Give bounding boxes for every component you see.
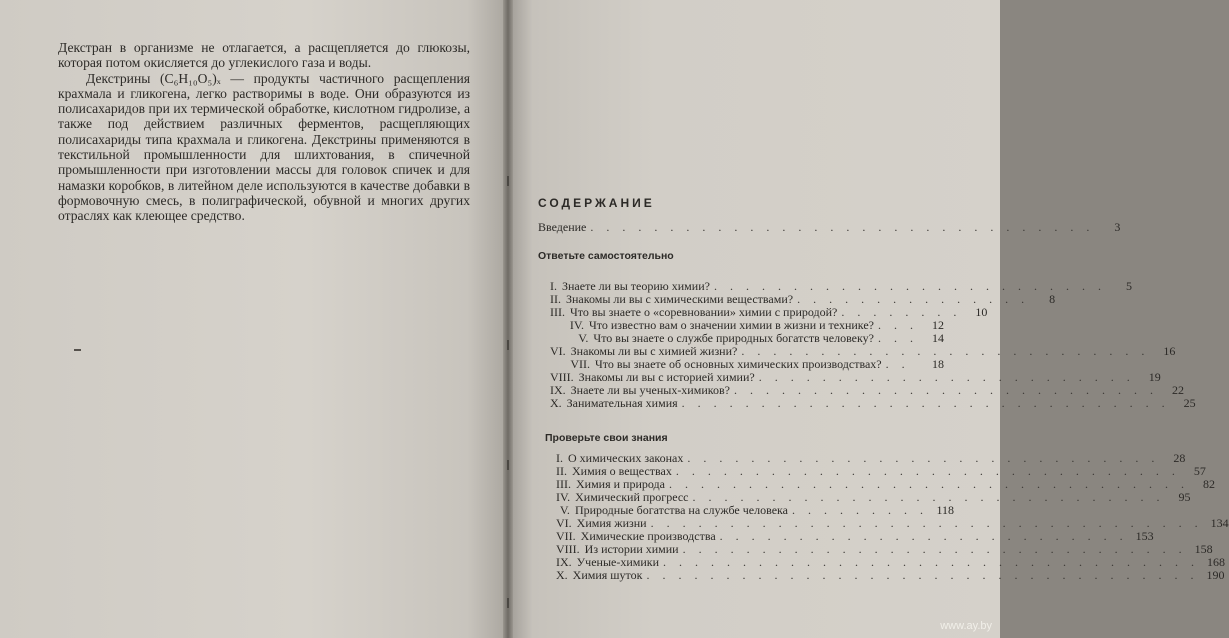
toc-item-number: IV. — [569, 318, 584, 332]
toc-item-number: V. — [578, 331, 589, 345]
toc-item-title: Знакомы ли вы с историей химии? — [578, 370, 755, 384]
toc-item-number: X. — [550, 396, 562, 410]
binding-stitch — [507, 340, 509, 350]
left-page-text — [58, 40, 470, 224]
toc-page-number: 18 — [932, 357, 944, 371]
leader-dots: . . . . . . . . . . . . . . . . . . . . . . . . . . . . . . . . . — [668, 477, 1189, 491]
leader-dots: . . . . . . . . . . . . . . . . . . . . . . . . . . . . . . . . . . . — [650, 516, 1203, 530]
toc-page-number: 16 — [1163, 344, 1176, 358]
leader-dots: . . . — [878, 318, 918, 332]
toc-item-number: II. — [550, 292, 561, 306]
toc-item-number: VII. — [556, 529, 576, 543]
toc-page-number: 57 — [1193, 464, 1206, 478]
toc-item-number: V. — [559, 503, 570, 517]
leader-dots: . . . . . . . . — [841, 305, 962, 319]
toc-item-number: III. — [556, 477, 571, 491]
toc-item-number: IV. — [556, 490, 571, 504]
toc-item-title: Что вы знаете о «соревновании» химии с природой? — [570, 305, 838, 319]
toc-item-number: I. — [550, 279, 557, 293]
leader-dots: . . . . . . . . . . . . . . . . . . . . . . . . . . . . . . . . . . — [663, 555, 1200, 569]
toc-page-number: 12 — [932, 318, 944, 332]
toc-item-title: Природные богатства на службе человека — [574, 503, 788, 517]
leader-dots: . . . . . . . . . . . . . . . . . . . . . . . . . . — [719, 529, 1128, 543]
toc-item-number: VII. — [570, 357, 590, 371]
section-heading-test-knowledge: Проверьте свои знания — [545, 432, 668, 444]
toc-item-number: IX. — [550, 383, 566, 397]
leader-dots: . . . . . . . . . . . . . . . . . . . . . . . . . . — [741, 344, 1150, 358]
leader-dots: . . . . . . . . . . . . . . . . . . . . . . . . . . . . . . . . — [590, 220, 1095, 234]
toc-page-number: 10 — [975, 305, 988, 319]
toc-item-title: Химия и природа — [576, 477, 665, 491]
toc-page-number: 28 — [1173, 451, 1186, 465]
toc-page-number: 5 — [1125, 279, 1132, 293]
section-heading-self-check: Ответьте самостоятельно — [538, 250, 674, 262]
leader-dots: . . . . . . . . . . . . . . . . . . . . . . . . . . . — [733, 383, 1158, 397]
toc-item-title: Химия о веществах — [572, 464, 672, 478]
leader-dots: . . . . . . . . . . . . . . . — [797, 292, 1030, 306]
toc-item-title: Химические производства — [580, 529, 716, 543]
toc-intro-row — [538, 220, 1121, 234]
toc-item — [550, 396, 1196, 410]
toc-page-number: 14 — [932, 331, 944, 345]
leader-dots: . . — [885, 357, 910, 371]
toc-item — [556, 568, 1225, 582]
toc-page-number: 118 — [936, 503, 954, 517]
toc-item-number: IX. — [556, 555, 572, 569]
toc-item-number: VI. — [550, 344, 566, 358]
toc-page-number: 190 — [1206, 568, 1225, 582]
leader-dots: . . . . . . . . . . . . . . . . . . . . . . . . . . . . . . — [687, 451, 1160, 465]
leader-dots: . . . . . . . . . . . . . . . . . . . . . . . . . — [713, 279, 1106, 293]
toc-item-title: Ученые-химики — [576, 555, 660, 569]
toc-item-number: II. — [556, 464, 567, 478]
leader-dots: . . . . . . . . . . . . . . . . . . . . . . . . — [758, 370, 1135, 384]
toc-page-number: 22 — [1171, 383, 1184, 397]
toc-page-number: 8 — [1049, 292, 1056, 306]
leader-dots: . . . . . . . . . — [792, 503, 928, 517]
toc-title: СОДЕРЖАНИЕ — [538, 196, 655, 210]
leader-dots: . . . . . . . . . . . . . . . . . . . . . . . . . . . . . . . . . . . — [646, 568, 1199, 582]
toc-item-number: VIII. — [550, 370, 574, 384]
toc-item-title: Из истории химии — [584, 542, 679, 556]
binding-stitch — [507, 176, 509, 186]
leader-dots: . . . . . . . . . . . . . . . . . . . . . . . . . . . . . . . . — [682, 542, 1187, 556]
leader-dots: . . . . . . . . . . . . . . . . . . . . . . . . . . . . . . . — [681, 396, 1170, 410]
toc-item-title: Химия жизни — [576, 516, 647, 530]
watermark: www.ay.by — [940, 620, 992, 632]
toc-item-title: О химических законах — [568, 451, 684, 465]
toc-item-title: Химия шуток — [572, 568, 643, 582]
toc-page-number: 82 — [1202, 477, 1215, 491]
toc-item-number: III. — [550, 305, 565, 319]
toc-item-title: Что вы знаете об основных химических производствах? — [595, 357, 882, 371]
toc-item-title: Занимательная химия — [566, 396, 678, 410]
toc-item-title: Знакомы ли вы с химическими веществами? — [566, 292, 794, 306]
leader-dots: . . . — [878, 331, 918, 345]
toc-item-title: Что известно вам о значении химии в жизни и технике? — [588, 318, 874, 332]
toc-page-number: 134 — [1210, 516, 1229, 530]
toc-page-number: 19 — [1148, 370, 1161, 384]
toc-page-number: 25 — [1183, 396, 1196, 410]
toc-page-number: 3 — [1114, 220, 1121, 234]
toc-item-title: Знакомы ли вы с химией жизни? — [570, 344, 738, 358]
toc-item-number: VI. — [556, 516, 572, 530]
leader-dots: . . . . . . . . . . . . . . . . . . . . . . . . . . . . . . . . — [675, 464, 1180, 478]
paragraph-dextran: Декстран в организме не отлагается, а расщепляется до глюкозы, которая потом окисляется до углекислого газа и воды. — [58, 40, 470, 71]
toc-page-number: 168 — [1207, 555, 1226, 569]
toc-item-title: Знаете ли вы ученых-химиков? — [570, 383, 730, 397]
toc-page-number: 153 — [1135, 529, 1154, 543]
toc-intro-label: Введение — [538, 220, 587, 234]
ink-speck — [74, 349, 81, 351]
toc-page-number: 158 — [1194, 542, 1213, 556]
paragraph-dextrins: Декстрины (C₆H₁₀O₅)ₓ — продукты частичного расщепления крахмала и гликогена, легко растворимы в воде. Они образуются из полисахаридов при их термической обработке, кислотном гидролизе, а также под действием различных ферментов, расщепляющих полисахариды типа крахмала и гликогена. Декстрины применяются в текстильной промышленности для шлихтования, в спичечной промышленности при изготовлении массы для головок спичек и для намазки коробков, в литейном деле используются в качестве добавки в формовочную смесь, в полиграфической, обувной и многих других отраслях как клеющее средство. — [58, 70, 470, 224]
toc-item-title: Что вы знаете о службе природных богатств человеку? — [593, 331, 874, 345]
toc-item-title: Знаете ли вы теорию химии? — [562, 279, 710, 293]
binding-stitch — [507, 460, 509, 470]
leader-dots: . . . . . . . . . . . . . . . . . . . . . . . . . . . . . . — [692, 490, 1165, 504]
left-page — [0, 0, 508, 638]
toc-item-number: VIII. — [556, 542, 580, 556]
toc-item-title: Химический прогресс — [575, 490, 689, 504]
toc-item-number: X. — [556, 568, 568, 582]
binding-stitch — [507, 598, 509, 608]
toc-item-number: I. — [556, 451, 563, 465]
book-gutter — [503, 0, 513, 638]
toc-page-number: 95 — [1178, 490, 1191, 504]
